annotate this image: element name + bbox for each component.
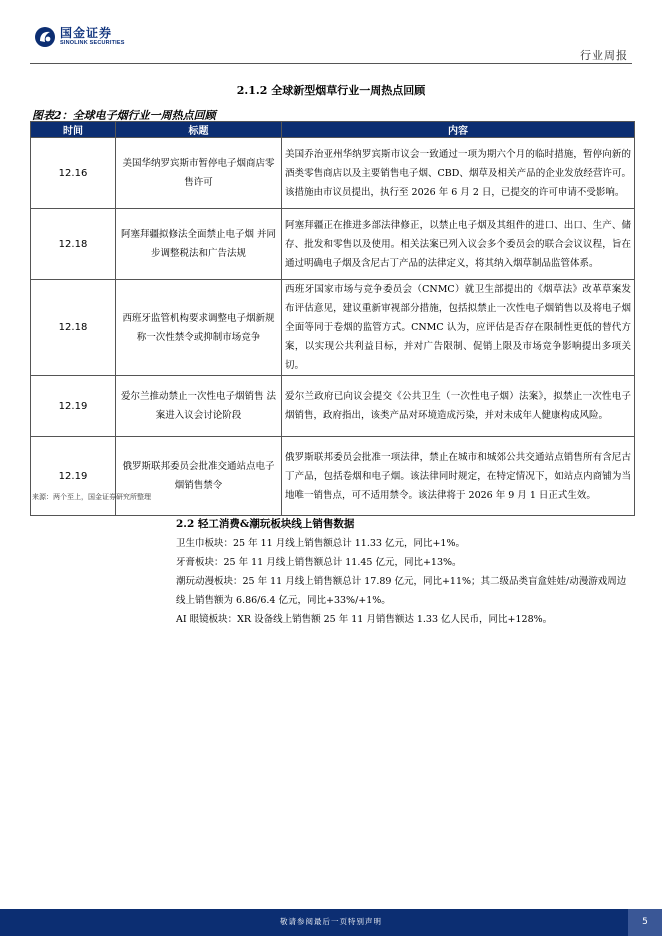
row-time: 12.16 [31,138,116,209]
paragraph-toys-anime: 潮玩动漫板块：25 年 11 月线上销售额总计 17.89 亿元，同比+11%；其二级品类盲盒娃娃/动漫游戏周边线上销售额为 6.86/6.4 亿元，同比+33%/+1%。 [176,576,627,606]
column-header-title: 标题 [116,122,282,138]
table-row [31,209,635,280]
row-title: 西班牙监管机构要求调整电子烟新规 称一次性禁令或抑制市场竞争 [116,280,282,376]
paragraph-toothpaste: 牙膏板块：25 年 11 月线上销售额总计 11.45 亿元，同比+13%。 [176,557,462,568]
page-number-box [628,909,662,936]
row-title: 阿塞拜疆拟修法全面禁止电子烟 并同步调整税法和广告法规 [116,209,282,280]
logo-en-text: SINOLINK SECURITIES [60,40,125,47]
table-header-row [31,122,635,138]
footer-disclaimer: 敬请参阅最后一页特别声明 [280,917,382,926]
table-row [31,138,635,209]
subsection-title: 2.2 轻工消费&潮玩板块线上销售数据 [176,518,355,530]
table-row [31,437,635,516]
column-header-content: 内容 [282,122,635,138]
page-footer [0,909,662,936]
row-title: 爱尔兰推动禁止一次性电子烟销售 法案进入议会讨论阶段 [116,376,282,437]
header-divider [30,63,632,64]
page-number: 5 [642,917,648,927]
paragraph-ai-glasses: AI 眼镜板块：XR 设备线上销售额 25 年 11 月销售额达 1.33 亿人民币，同比+128%。 [176,614,553,625]
source-note: 来源：两个至上，国金证券研究所整理 [32,493,151,501]
report-type-label: 行业周报 [580,49,628,62]
row-content: 阿塞拜疆正在推进多部法律修正，以禁止电子烟及其组件的进口、出口、生产、储存、批发和零售以及使用。相关法案已列入议会多个委员会的联合会议议程，旨在通过明确电子烟及含尼古丁产品的法律定义，将其纳入烟草制品监管体系。 [282,209,635,280]
page-header [0,0,662,62]
news-table [30,121,635,516]
row-title: 俄罗斯联邦委员会批准交通站点电子烟销售禁令 [116,437,282,516]
row-time: 12.18 [31,280,116,376]
row-time: 12.18 [31,209,116,280]
row-time: 12.19 [31,437,116,516]
table-row [31,280,635,376]
row-time: 12.19 [31,376,116,437]
row-content: 美国乔治亚州华纳罗宾斯市议会一致通过一项为期六个月的临时措施，暂停向新的酒类零售商店以及主要销售电子烟、CBD、烟草及相关产品的企业发放经营许可。该措施由市议员提出，执行至 2026 年 6 月 2 日，已提交的许可申请不受影响。 [282,138,635,209]
section-title: 2.1.2 全球新型烟草行业一周热点回顾 [236,84,426,97]
column-header-time: 时间 [31,122,116,138]
row-title: 美国华纳罗宾斯市暂停电子烟商店零售许可 [116,138,282,209]
row-content: 西班牙国家市场与竞争委员会（CNMC）就卫生部提出的《烟草法》改革草案发布评估意见，建议重新审视部分措施，包括拟禁止一次性电子烟销售以及将电子烟全面等同于卷烟的监管方式。CNMC 认为，应评估是否存在限制性更低的替代方案，以实现公共利益目标，并对广告限制、促销上限及市场竞争影响提出多项关切。 [282,280,635,376]
row-content: 爱尔兰政府已向议会提交《公共卫生（一次性电子烟）法案》，拟禁止一次性电子烟销售，政府指出，该类产品对环境造成污染，并对未成年人健康构成风险。 [282,376,635,437]
row-content: 俄罗斯联邦委员会批准一项法律，禁止在城市和城郊公共交通站点销售所有含尼古丁产品，包括卷烟和电子烟。该法律同时规定，在特定情况下，如站点内商铺为当地唯一销售点，可不适用禁令。该法律将于 2026 年 9 月 1 日正式生效。 [282,437,635,516]
sinolink-logo-icon [34,26,56,48]
paragraph-sanitary-pads: 卫生巾板块：25 年 11 月线上销售额总计 11.33 亿元，同比+1%。 [176,538,466,549]
company-logo [34,26,125,48]
figure-caption: 图表2：全球电子烟行业一周热点回顾 [32,109,216,122]
logo-cn-text: 国金证券 [60,26,113,41]
table-row [31,376,635,437]
